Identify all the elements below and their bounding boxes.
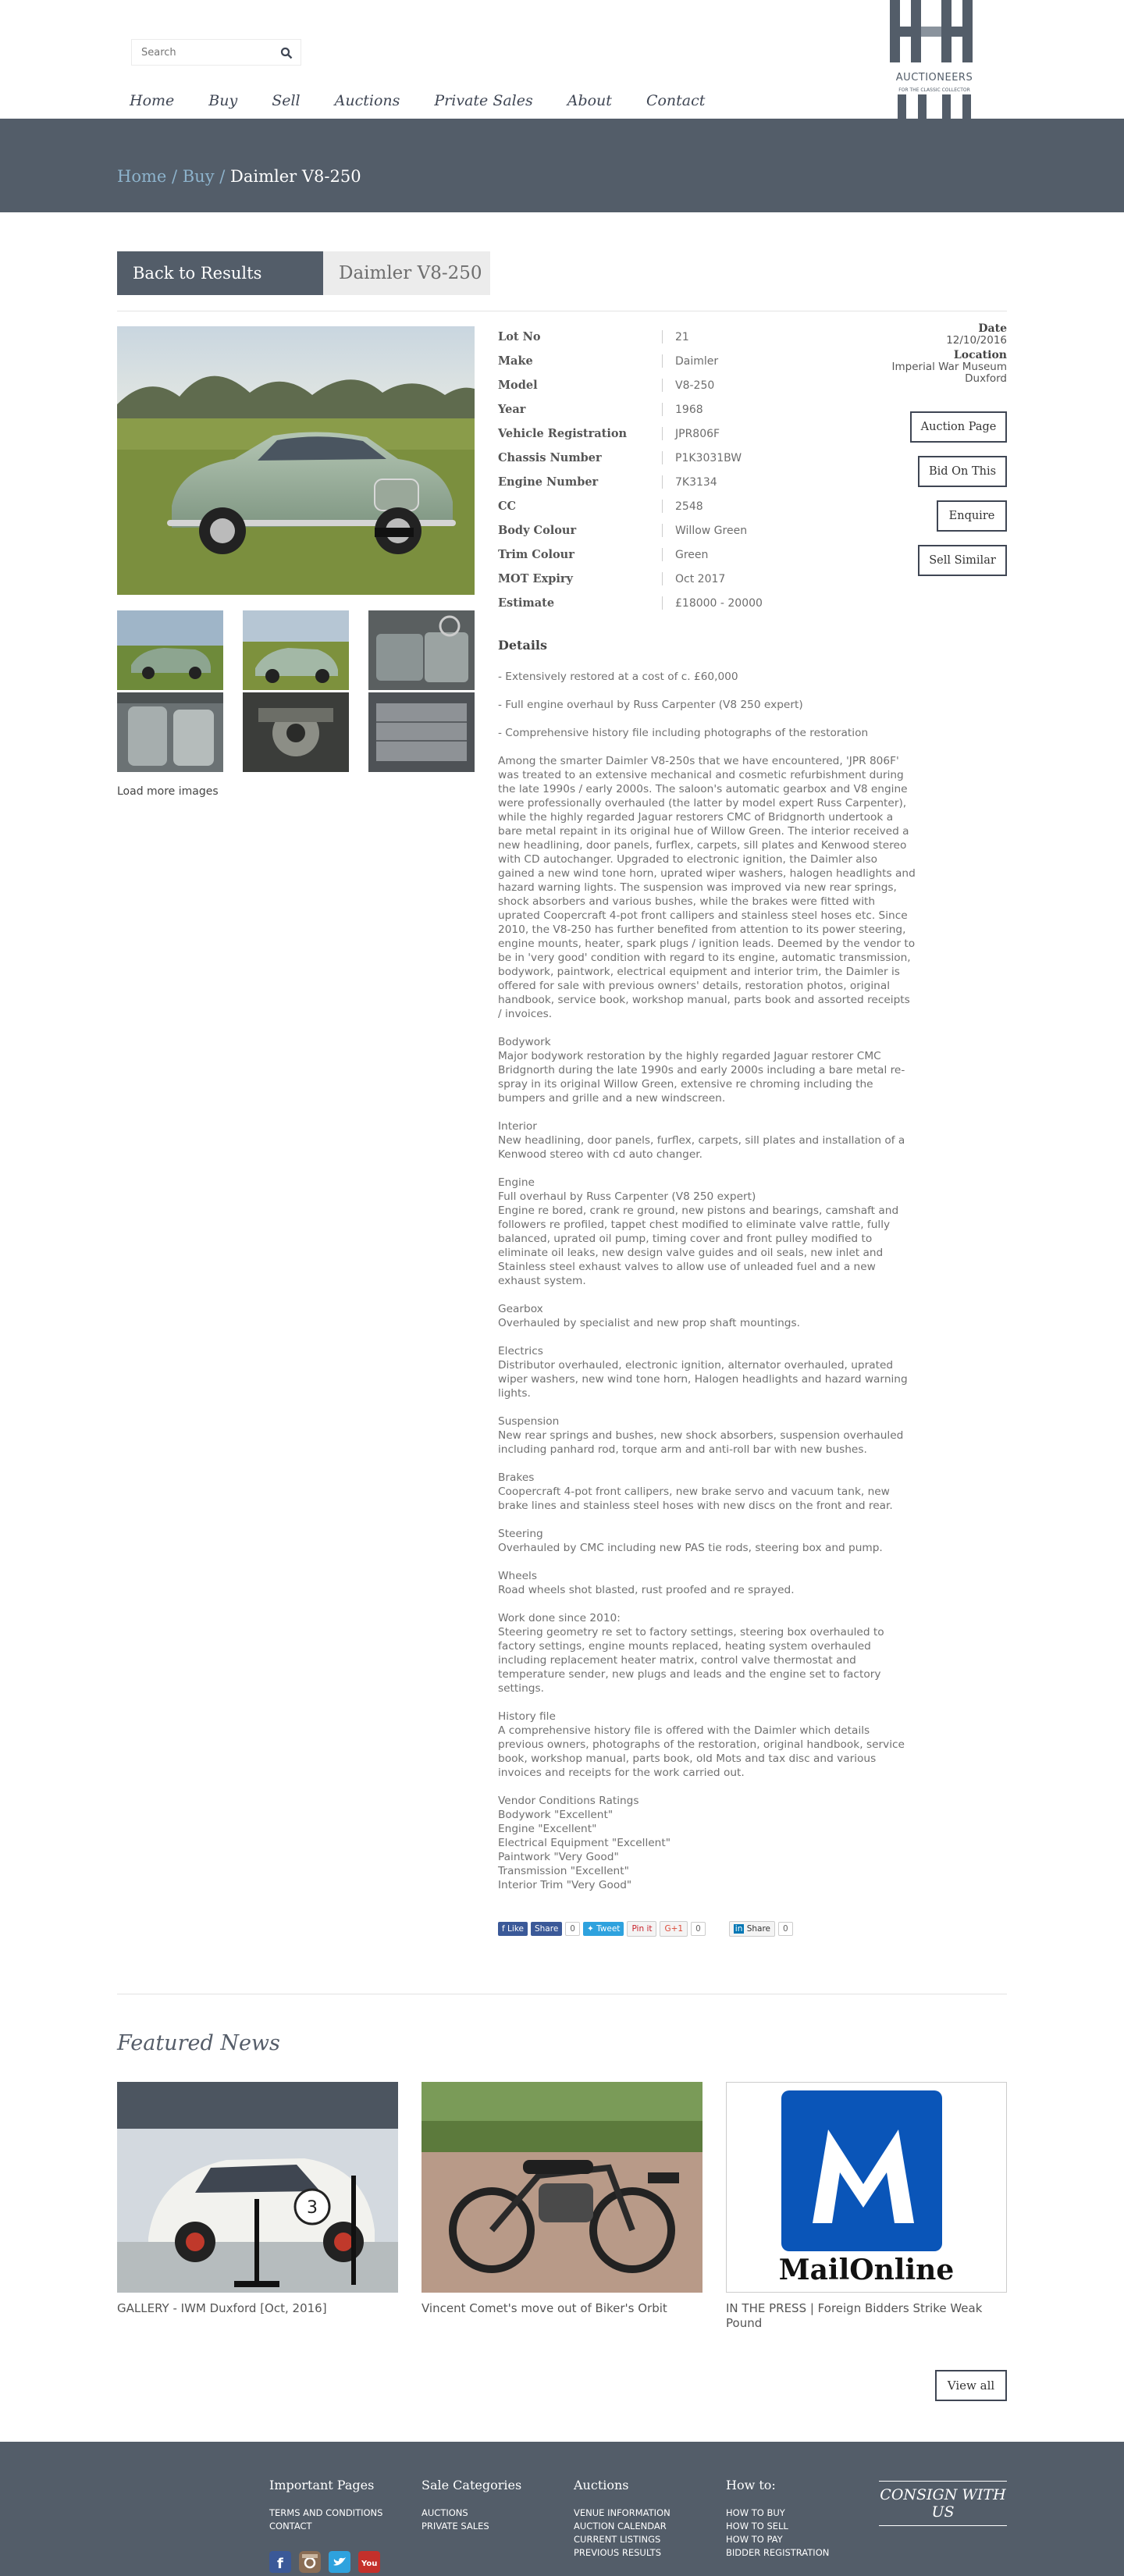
footer-link[interactable]: BIDDER REGISTRATION: [726, 2547, 830, 2558]
share-count: 0: [691, 1922, 706, 1936]
main-nav: [130, 92, 739, 109]
footer-link[interactable]: TERMS AND CONDITIONS: [269, 2507, 383, 2518]
details-section-body: New headlining, door panels, furflex, carpets, sill plates and installation of a Kenwood stereo with cd auto changer.: [498, 1134, 905, 1161]
location-line: Duxford: [965, 372, 1007, 385]
thumbnail-image[interactable]: [117, 692, 223, 772]
breadcrumb-separator: /: [214, 167, 231, 186]
auction-page-button[interactable]: Auction Page: [910, 411, 1007, 443]
share-bar: [498, 1921, 793, 1937]
news-image[interactable]: [726, 2082, 1007, 2293]
nav-auctions[interactable]: Auctions: [334, 92, 400, 109]
footer-link[interactable]: AUCTION CALENDAR: [574, 2521, 667, 2532]
footer-column-sale-categories: [422, 2478, 521, 2533]
bid-on-this-button[interactable]: Bid On This: [918, 456, 1007, 487]
details-section-title: Work done since 2010:: [498, 1612, 621, 1624]
spec-value: Daimler: [675, 354, 719, 368]
logo-name: AUCTIONEERS: [895, 72, 973, 84]
footer-link[interactable]: HOW TO BUY: [726, 2507, 785, 2518]
auction-info: [892, 323, 1007, 385]
nav-sell[interactable]: Sell: [272, 92, 301, 109]
svg-text:You: You: [361, 2560, 378, 2568]
share-count: 0: [778, 1922, 793, 1936]
spec-row: [498, 325, 857, 349]
auction-date: 12/10/2016: [946, 334, 1007, 347]
details-section: [498, 1794, 916, 1892]
details-section-title: History file: [498, 1710, 556, 1723]
footer-link[interactable]: CONTACT: [269, 2521, 312, 2532]
main-car-photo[interactable]: [117, 326, 475, 595]
details-section: [498, 1611, 916, 1695]
details-section-body: Road wheels shot blasted, rust proofed and re sprayed.: [498, 1584, 795, 1596]
nav-about[interactable]: About: [567, 92, 612, 109]
linkedin-icon: in: [735, 1924, 743, 1934]
enquire-button[interactable]: Enquire: [937, 500, 1007, 532]
nav-contact[interactable]: Contact: [646, 92, 706, 109]
spec-row: [498, 518, 857, 543]
details-bullet: - Comprehensive history file including photographs of the restoration: [498, 727, 869, 739]
share-count: 0: [565, 1922, 580, 1936]
footer-column-how-to: [726, 2478, 829, 2560]
spec-value: Oct 2017: [675, 572, 726, 585]
consign-with-us-button[interactable]: CONSIGN WITH US: [879, 2481, 1007, 2526]
spec-label: Model: [498, 379, 538, 392]
details-section: [498, 1119, 916, 1162]
details-section-body: Overhauled by specialist and new prop shaft mountings.: [498, 1317, 800, 1329]
details-section-title: Interior: [498, 1120, 537, 1133]
footer-link[interactable]: CURRENT LISTINGS: [574, 2534, 661, 2545]
spec-value: Green: [675, 548, 709, 561]
details-section: [498, 1527, 916, 1555]
svg-text:3: 3: [307, 2198, 318, 2218]
breadcrumb-home[interactable]: Home: [117, 167, 167, 186]
spec-label: Engine Number: [498, 475, 599, 489]
breadcrumb-separator: /: [166, 167, 183, 186]
featured-news-title: Featured News: [117, 2031, 280, 2055]
spec-row: [498, 543, 857, 567]
details-section: [498, 1710, 916, 1780]
spec-value: Willow Green: [675, 524, 748, 537]
thumbnail-image[interactable]: [243, 692, 349, 772]
spec-label: Chassis Number: [498, 451, 602, 464]
search-icon[interactable]: [280, 47, 293, 59]
spec-label: Vehicle Registration: [498, 427, 628, 440]
footer-link[interactable]: HOW TO SELL: [726, 2521, 788, 2532]
details-section: [498, 1176, 916, 1288]
search-box[interactable]: [131, 39, 301, 66]
spec-label: Trim Colour: [498, 548, 574, 561]
footer-heading: Auctions: [574, 2478, 629, 2492]
details-section-title: Brakes: [498, 1471, 535, 1484]
details-section: [498, 1471, 916, 1513]
footer-heading: Sale Categories: [422, 2478, 522, 2492]
thumbnail-image[interactable]: [368, 692, 475, 772]
spec-label: Body Colour: [498, 524, 577, 537]
breadcrumb-buy[interactable]: Buy: [182, 167, 215, 186]
site-footer: [0, 2442, 1124, 2576]
spec-table: [498, 325, 857, 615]
facebook-like-button[interactable]: f Like: [498, 1922, 528, 1936]
spec-value: 1968: [675, 403, 703, 416]
details-section-title: Steering: [498, 1528, 543, 1540]
spec-value: P1K3031BW: [675, 451, 742, 464]
footer-link[interactable]: HOW TO PAY: [726, 2534, 783, 2545]
details-section-body: New rear springs and bushes, new shock absorbers, suspension overhauled including panhard rod, torque arm and anti-roll bar with new bushes.: [498, 1429, 904, 1456]
news-caption[interactable]: IN THE PRESS | Foreign Bidders Strike Weak Pound: [726, 2301, 983, 2330]
spec-value: JPR806F: [675, 427, 720, 440]
spec-label: Lot No: [498, 330, 541, 343]
spec-label: MOT Expiry: [498, 572, 573, 585]
details-section-body: Overhauled by CMC including new PAS tie rods, steering box and pump.: [498, 1542, 883, 1554]
footer-link[interactable]: VENUE INFORMATION: [574, 2507, 670, 2518]
spec-label: Year: [498, 403, 526, 416]
logo-tagline: FOR THE CLASSIC COLLECTOR: [898, 87, 970, 93]
mail-online-logo-text: MailOnline: [778, 2254, 955, 2286]
footer-link[interactable]: AUCTIONS: [422, 2507, 468, 2518]
spec-row: [498, 397, 857, 422]
details-section-title: Suspension: [498, 1415, 560, 1428]
details-section-title: Vendor Conditions Ratings: [498, 1795, 639, 1807]
instagram-icon[interactable]: [299, 2551, 321, 2573]
footer-column-important-pages: [269, 2478, 382, 2533]
details-section-title: Wheels: [498, 1570, 537, 1582]
footer-link[interactable]: PREVIOUS RESULTS: [574, 2547, 661, 2558]
details-section-title: Bodywork: [498, 1036, 551, 1048]
lot-title: Daimler V8-250: [323, 251, 490, 295]
news-image[interactable]: [117, 2082, 398, 2293]
spec-row: [498, 470, 857, 494]
thumbnail-image[interactable]: [368, 610, 475, 690]
facebook-icon[interactable]: [269, 2551, 291, 2573]
spec-label: Make: [498, 354, 533, 368]
spec-row: [498, 446, 857, 470]
details-heading: Details: [498, 638, 547, 653]
details-bullet: - Extensively restored at a cost of c. £60,000: [498, 671, 738, 683]
view-all-news-button[interactable]: View all: [935, 2370, 1007, 2401]
details-section: [498, 1414, 916, 1457]
footer-column-auctions: [574, 2478, 670, 2560]
twitter-icon: ✦: [586, 1924, 597, 1934]
details-section-body: Coopercraft 4-pot front callipers, new brake servo and vacuum tank, new brake lines and stainless steel hoses with new discs on the front and rear.: [498, 1485, 893, 1512]
details-section-body: Full overhaul by Russ Carpenter (V8 250 expert) Engine re bored, crank re ground, new pistons and bearings, camshaft and followers re profiled, tappet chest modified to eliminate valve rattle, fully balanced, uprated oil pump, timing cover and front pulley modified to eliminate oil leaks, new design valve guides and oil seals, new inlet and Stainless steel exhaust valves to allow use of unleaded fuel and a new exhaust system.: [498, 1190, 899, 1287]
spec-row: [498, 422, 857, 446]
spec-row: [498, 567, 857, 591]
details-section: [498, 1035, 916, 1105]
spec-label: CC: [498, 500, 517, 513]
details-section-body: Distributor overhauled, electronic ignition, alternator overhauled, uprated wiper washers, new wind tone horn, Halogen headlights and hazard warning lights.: [498, 1359, 908, 1400]
details-section-title: Gearbox: [498, 1303, 543, 1315]
spec-row: [498, 373, 857, 397]
details-section: [498, 1302, 916, 1330]
footer-heading: How to:: [726, 2478, 776, 2492]
breadcrumb-banner: [0, 119, 1124, 212]
svg-text:f: f: [277, 2556, 283, 2572]
mail-online-logo: [781, 2090, 942, 2251]
google-plus-button[interactable]: G+1: [660, 1921, 688, 1937]
linkedin-share-button[interactable]: in Share: [729, 1921, 775, 1937]
spec-value: 21: [675, 330, 689, 343]
details-section-body: Bodywork "Excellent" Engine "Excellent" Electrical Equipment "Excellent" Paintwork "Very Good" Transmission "Excellent" Interior Trim "Very Good": [498, 1809, 671, 1891]
details-intro: Among the smarter Daimler V8-250s that we have encountered, 'JPR 806F' was treated to an extensive mechanical and cosmetic refurbishment during the late 1990s / early 2000s. The saloon's automatic gearbox and V8 engine were professionally overhauled (the latter by model expert Russ Carpenter), while the highly regarded Jaguar restorers CMC of Bridgnorth undertook a bare metal repaint in its original hue of Willow Green. The interior received a new headlining, door panels, furflex, carpets, sill plates and Kenwood stereo with CD autochanger. Upgraded to electronic ignition, the Daimler also gained a new wind tone horn, uprated wiper washers, halogen headlights and hazard warning lights. The suspension was improved via new rear springs, shock absorbers and various bushes, while the brakes were fitted with uprated Coopercraft 4-pot front callipers and stainless steel hoses etc. Since 2010, the V8-250 has further benefited from attention to its power steering, engine mounts, heater, spark plugs / ignition leads. Deemed by the vendor to be in 'very good' condition with regard to its engine, automatic transmission, bodywork, paintwork, electrical equipment and interior trim, the Daimler is offered for sale with previous owners' details, restoration photos, original handbook, service book, workshop manual, parts book and assorted receipts / invoices.: [498, 755, 916, 1020]
breadcrumb: [117, 167, 361, 186]
search-input[interactable]: [132, 40, 288, 65]
details-section-title: Electrics: [498, 1345, 543, 1357]
details-section-body: Steering geometry re set to factory settings, steering box overhauled to factory settings, engine mounts replaced, heating system overhauled including replacement heater matrix, control valve thermostat and temperature sender, new plugs and leads and the engine set to factory settings.: [498, 1626, 884, 1695]
location-line: Imperial War Museum: [891, 361, 1007, 373]
spec-value: V8-250: [675, 379, 715, 392]
youtube-icon[interactable]: [358, 2551, 380, 2573]
nav-private-sales[interactable]: Private Sales: [434, 92, 533, 109]
nav-buy[interactable]: Buy: [208, 92, 238, 109]
hh-auctioneers-logo[interactable]: [887, 0, 982, 119]
tweet-button[interactable]: ✦ Tweet: [583, 1922, 624, 1936]
twitter-icon[interactable]: [329, 2551, 350, 2573]
site-header: [0, 0, 1124, 119]
news-image[interactable]: [422, 2082, 702, 2293]
details-bullet: - Full engine overhaul by Russ Carpenter (V8 250 expert): [498, 699, 803, 711]
spec-row: [498, 494, 857, 518]
spec-value: 7K3134: [675, 475, 717, 489]
footer-link[interactable]: PRIVATE SALES: [422, 2521, 489, 2532]
spec-row: [498, 591, 857, 615]
pinterest-button[interactable]: Pin it: [627, 1921, 656, 1937]
spec-row: [498, 349, 857, 373]
spec-value: 2548: [675, 500, 703, 513]
details-section: [498, 1344, 916, 1400]
facebook-share-button[interactable]: Share: [531, 1922, 562, 1936]
details-section-body: Major bodywork restoration by the highly regarded Jaguar restorer CMC Bridgnorth during the late 1990s and early 2000s including a bare metal re-spray in its original Willow Green, extensive re chroming including the bumpers and grille and a new windscreen.: [498, 1050, 905, 1105]
date-label: Date: [978, 322, 1007, 335]
footer-heading: Important Pages: [269, 2478, 375, 2492]
back-to-results-button[interactable]: Back to Results: [117, 251, 323, 295]
spec-label: Estimate: [498, 596, 555, 610]
thumbnail-image[interactable]: [117, 610, 223, 690]
thumbnail-image[interactable]: [243, 610, 349, 690]
spec-value: £18000 - 20000: [675, 596, 763, 610]
sell-similar-button[interactable]: Sell Similar: [918, 545, 1007, 576]
facebook-icon: f: [502, 1924, 508, 1934]
news-caption[interactable]: Vincent Comet's move out of Biker's Orbit: [422, 2301, 667, 2315]
details-section-body: A comprehensive history file is offered with the Daimler which details previous owners, photographs of the restoration, original handbook, service book, workshop manual, parts book, old Mots and tax disc and various invoices and receipts for the work carried out.: [498, 1724, 905, 1779]
breadcrumb-current: Daimler V8-250: [230, 167, 361, 186]
details-section: [498, 1569, 916, 1597]
news-caption[interactable]: GALLERY - IWM Duxford [Oct, 2016]: [117, 2301, 327, 2315]
details-section-title: Engine: [498, 1176, 535, 1189]
lot-details: [498, 639, 916, 1906]
location-label: Location: [953, 349, 1007, 361]
load-more-images-link[interactable]: Load more images: [117, 785, 219, 798]
nav-home[interactable]: Home: [130, 92, 175, 109]
